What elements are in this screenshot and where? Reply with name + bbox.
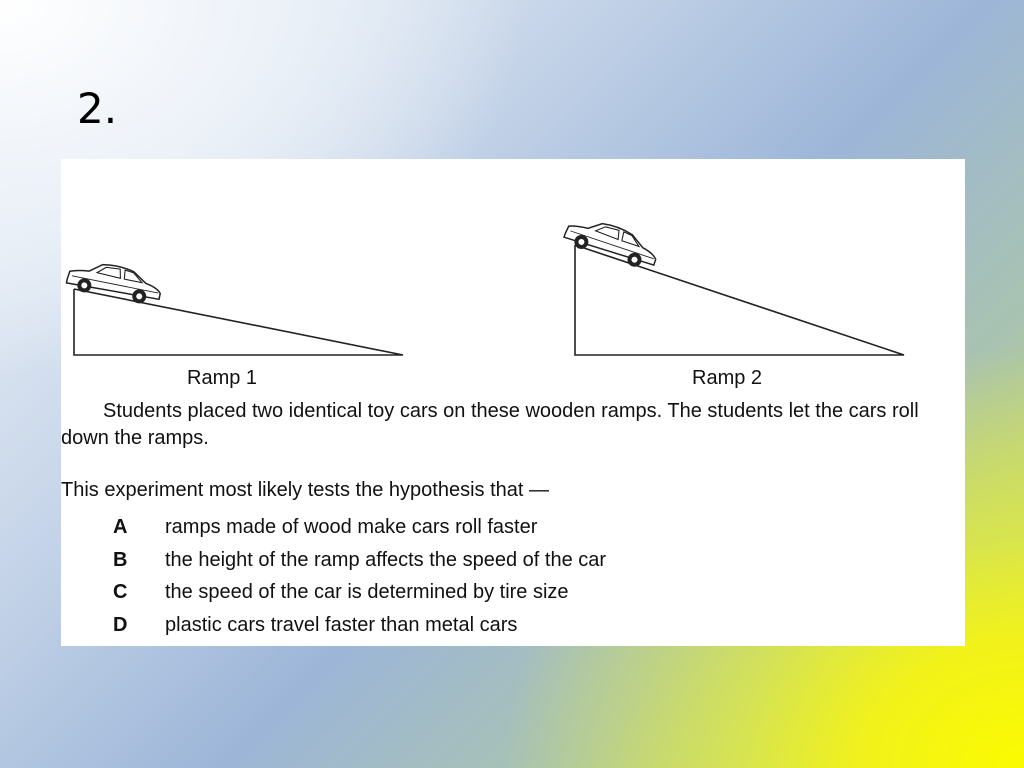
choice-b[interactable] (113, 548, 606, 581)
ramp-2-label: Ramp 2 (692, 367, 763, 389)
choice-d[interactable] (113, 613, 606, 646)
choice-text: the speed of the car is determined by tire size (165, 581, 569, 604)
ramp-2 (575, 245, 904, 355)
car-2-icon (562, 212, 661, 272)
choice-letter: D (113, 614, 128, 637)
choice-letter: B (113, 548, 128, 571)
choice-a[interactable] (113, 515, 606, 548)
choice-letter: A (113, 516, 128, 538)
choice-c[interactable] (113, 580, 606, 613)
slide-number: 2. (77, 84, 118, 133)
question-stem: This experiment most likely tests the hypothesis that — (61, 479, 549, 501)
passage-text: Students placed two identical toy cars on these wooden ramps. The students let the cars roll down the ramps. (61, 400, 919, 449)
question-panel (61, 159, 965, 646)
answer-choices (113, 515, 606, 646)
choice-text: ramps made of wood make cars roll faster (165, 516, 538, 538)
ramp-1-label: Ramp 1 (187, 367, 258, 389)
choice-text: plastic cars travel faster than metal cars (165, 614, 518, 637)
choice-text: the height of the ramp affects the speed of the car (165, 548, 607, 571)
ramps-figure (61, 159, 965, 399)
car-1-icon (65, 257, 164, 307)
choice-letter: C (113, 581, 128, 604)
ramp-1 (74, 289, 403, 355)
